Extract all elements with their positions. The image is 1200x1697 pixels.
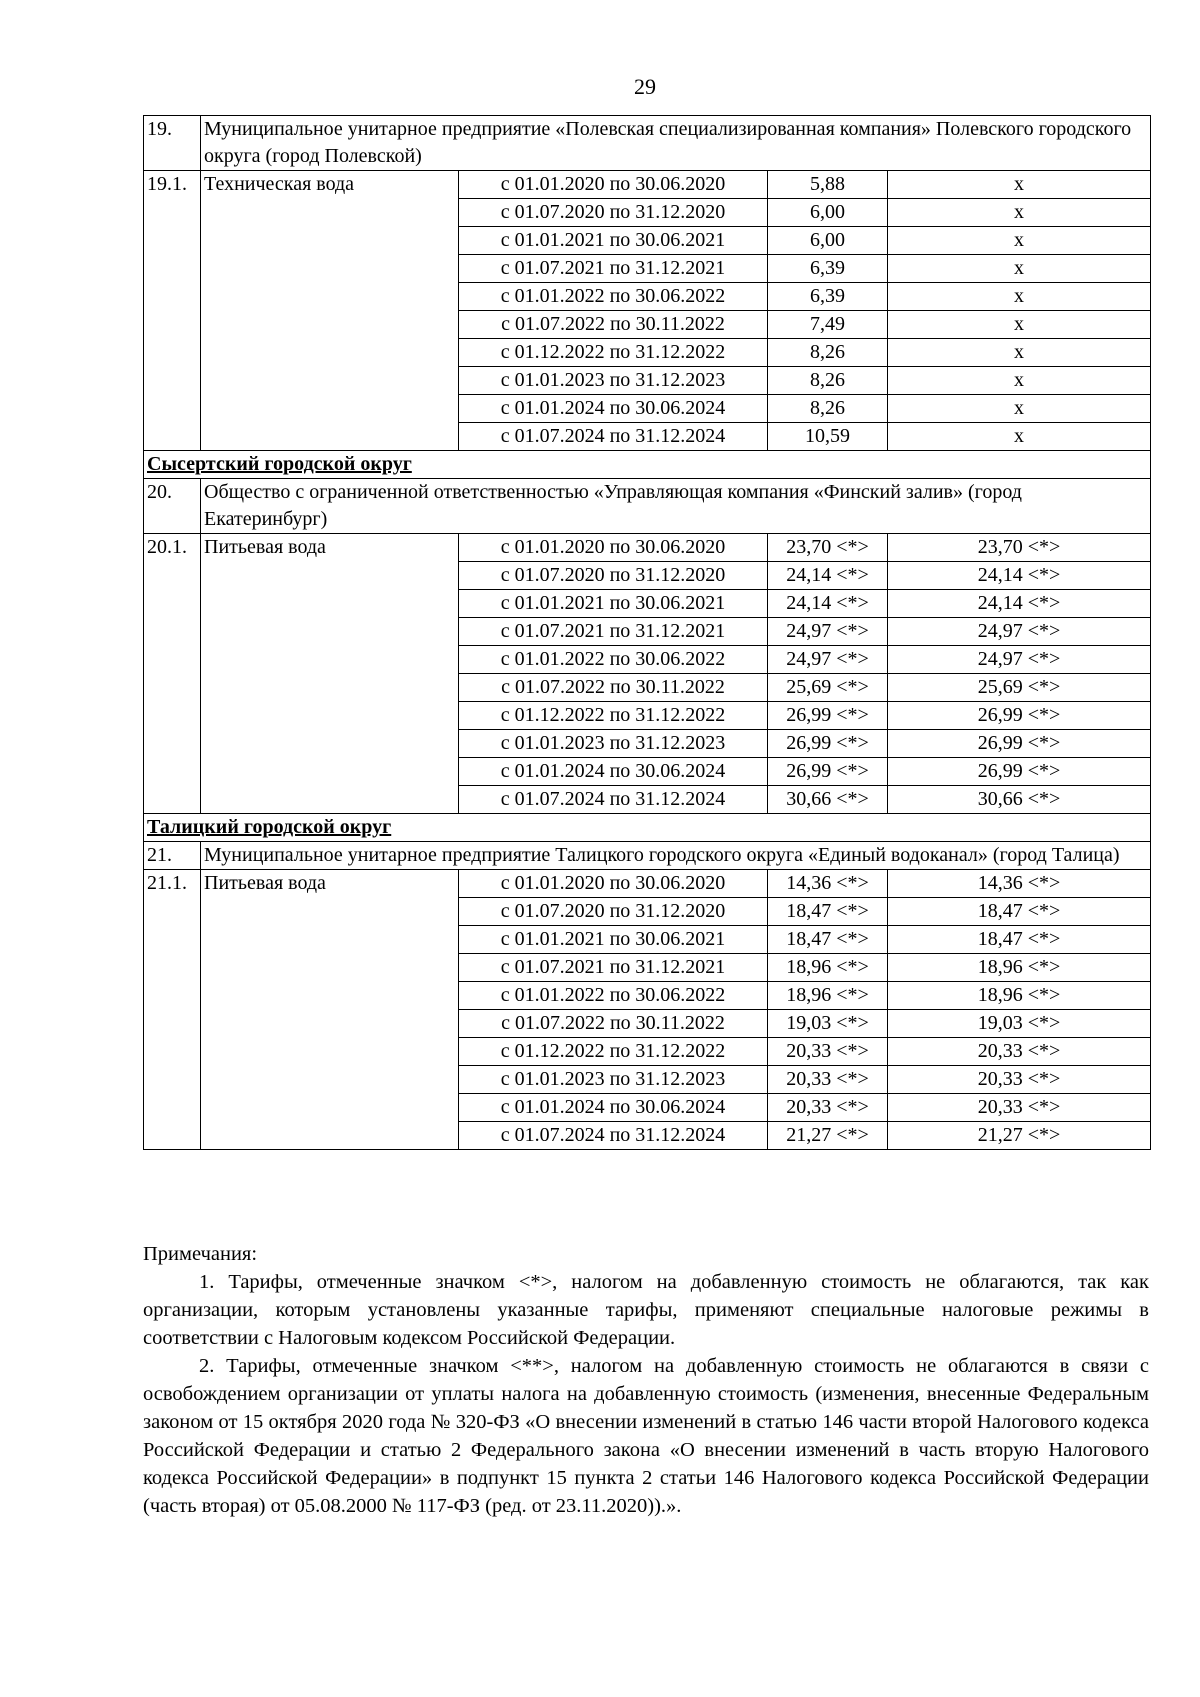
tariff-period: с 01.07.2022 по 30.11.2022	[459, 311, 768, 339]
tariff-value-1: 18,47 <*>	[768, 898, 888, 926]
tariff-row	[144, 171, 1151, 199]
tariff-value-2: 24,97 <*>	[888, 646, 1151, 674]
tariff-value-1: 24,14 <*>	[768, 562, 888, 590]
organization-row	[144, 116, 1151, 171]
organization-name: Муниципальное унитарное предприятие «Полевская специализированная компания» Полевского городского округа (город Полевской)	[201, 116, 1151, 171]
tariff-value-1: 6,39	[768, 255, 888, 283]
tariff-value-2: х	[888, 339, 1151, 367]
tariff-period: с 01.01.2022 по 30.06.2022	[459, 283, 768, 311]
tariff-value-1: 8,26	[768, 395, 888, 423]
tariff-period: с 01.01.2021 по 30.06.2021	[459, 590, 768, 618]
tariff-value-1: 7,49	[768, 311, 888, 339]
note-1: 1. Тарифы, отмеченные значком <*>, налогом на добавленную стоимость не облагаются, так как организации, которым установлены указанные тарифы, применяют специальные налоговые режимы в соответствии с Налоговым кодексом Российской Федерации.	[143, 1271, 1149, 1349]
tariff-value-2: 26,99 <*>	[888, 702, 1151, 730]
tariff-period: с 01.12.2022 по 31.12.2022	[459, 702, 768, 730]
tariff-period: с 01.01.2022 по 30.06.2022	[459, 982, 768, 1010]
tariff-value-1: 21,27 <*>	[768, 1122, 888, 1150]
tariff-value-1: 25,69 <*>	[768, 674, 888, 702]
tariff-row	[144, 870, 1151, 898]
tariff-value-1: 20,33 <*>	[768, 1094, 888, 1122]
tariff-period: с 01.12.2022 по 31.12.2022	[459, 1038, 768, 1066]
tariff-value-2: 21,27 <*>	[888, 1122, 1151, 1150]
tariff-value-1: 6,00	[768, 199, 888, 227]
tariff-value-2: 18,47 <*>	[888, 926, 1151, 954]
tariff-value-2: х	[888, 199, 1151, 227]
tariff-value-2: 20,33 <*>	[888, 1066, 1151, 1094]
tariff-value-2: 23,70 <*>	[888, 534, 1151, 562]
tariff-period: с 01.01.2024 по 30.06.2024	[459, 758, 768, 786]
tariff-value-1: 14,36 <*>	[768, 870, 888, 898]
tariff-value-1: 30,66 <*>	[768, 786, 888, 814]
tariff-period: с 01.12.2022 по 31.12.2022	[459, 339, 768, 367]
tariff-period: с 01.07.2024 по 31.12.2024	[459, 786, 768, 814]
tariff-period: с 01.01.2020 по 30.06.2020	[459, 171, 768, 199]
district-name: Сысертский городской округ	[144, 451, 1151, 479]
tariff-value-2: 24,97 <*>	[888, 618, 1151, 646]
tariff-period: с 01.07.2020 по 31.12.2020	[459, 562, 768, 590]
tariff-value-1: 24,14 <*>	[768, 590, 888, 618]
tariff-period: с 01.07.2024 по 31.12.2024	[459, 1122, 768, 1150]
tariff-period: с 01.01.2021 по 30.06.2021	[459, 227, 768, 255]
tariff-value-2: х	[888, 395, 1151, 423]
tariff-period: с 01.01.2024 по 30.06.2024	[459, 395, 768, 423]
tariff-value-2: 24,14 <*>	[888, 562, 1151, 590]
tariff-period: с 01.01.2020 по 30.06.2020	[459, 534, 768, 562]
tariff-value-1: 26,99 <*>	[768, 702, 888, 730]
tariff-value-1: 5,88	[768, 171, 888, 199]
tariff-period: с 01.01.2022 по 30.06.2022	[459, 646, 768, 674]
organization-number: 19.	[144, 116, 201, 171]
notes-section	[143, 1240, 1149, 1520]
item-number: 19.1.	[144, 171, 201, 451]
tariff-value-1: 8,26	[768, 367, 888, 395]
item-number: 21.1.	[144, 870, 201, 1150]
tariff-value-2: х	[888, 283, 1151, 311]
tariff-period: с 01.07.2022 по 30.11.2022	[459, 674, 768, 702]
tariff-value-1: 10,59	[768, 423, 888, 451]
tariff-value-1: 6,39	[768, 283, 888, 311]
tariff-value-2: 26,99 <*>	[888, 758, 1151, 786]
tariff-period: с 01.07.2022 по 30.11.2022	[459, 1010, 768, 1038]
tariff-value-2: 30,66 <*>	[888, 786, 1151, 814]
tariff-value-2: 18,96 <*>	[888, 982, 1151, 1010]
item-name: Питьевая вода	[201, 870, 459, 1150]
tariff-value-2: 20,33 <*>	[888, 1038, 1151, 1066]
tariff-value-1: 8,26	[768, 339, 888, 367]
tariff-value-2: 18,96 <*>	[888, 954, 1151, 982]
tariff-value-1: 23,70 <*>	[768, 534, 888, 562]
tariff-value-1: 24,97 <*>	[768, 646, 888, 674]
tariff-period: с 01.01.2020 по 30.06.2020	[459, 870, 768, 898]
tariff-value-1: 20,33 <*>	[768, 1066, 888, 1094]
tariff-value-2: х	[888, 423, 1151, 451]
tariff-value-1: 26,99 <*>	[768, 758, 888, 786]
tariff-value-1: 26,99 <*>	[768, 730, 888, 758]
tariff-period: с 01.07.2021 по 31.12.2021	[459, 618, 768, 646]
page-number: 29	[634, 74, 656, 99]
tariff-value-2: х	[888, 171, 1151, 199]
district-row	[144, 451, 1151, 479]
tariff-value-2: х	[888, 255, 1151, 283]
tariff-value-1: 20,33 <*>	[768, 1038, 888, 1066]
tariff-period: с 01.07.2020 по 31.12.2020	[459, 898, 768, 926]
tariff-period: с 01.07.2021 по 31.12.2021	[459, 954, 768, 982]
tariff-period: с 01.01.2021 по 30.06.2021	[459, 926, 768, 954]
tariff-period: с 01.07.2021 по 31.12.2021	[459, 255, 768, 283]
tariff-table	[143, 115, 1151, 1150]
tariff-period: с 01.01.2023 по 31.12.2023	[459, 367, 768, 395]
tariff-value-1: 18,96 <*>	[768, 982, 888, 1010]
tariff-value-2: х	[888, 367, 1151, 395]
tariff-value-1: 24,97 <*>	[768, 618, 888, 646]
tariff-row	[144, 534, 1151, 562]
tariff-value-2: 18,47 <*>	[888, 898, 1151, 926]
organization-number: 20.	[144, 479, 201, 534]
tariff-value-2: 26,99 <*>	[888, 730, 1151, 758]
organization-row	[144, 842, 1151, 870]
tariff-value-1: 18,47 <*>	[768, 926, 888, 954]
item-name: Питьевая вода	[201, 534, 459, 814]
organization-row	[144, 479, 1151, 534]
tariff-value-1: 6,00	[768, 227, 888, 255]
organization-name: Муниципальное унитарное предприятие Талицкого городского округа «Единый водоканал» (город Талица)	[201, 842, 1151, 870]
tariff-value-1: 18,96 <*>	[768, 954, 888, 982]
tariff-period: с 01.01.2023 по 31.12.2023	[459, 1066, 768, 1094]
tariff-value-2: 19,03 <*>	[888, 1010, 1151, 1038]
note-2: 2. Тарифы, отмеченные значком <**>, налогом на добавленную стоимость не облагаются в связи с освобождением организации от уплаты налога на добавленную стоимость (изменения, внесенные Федеральным законом от 15 октября 2020 года № 320-ФЗ «О внесении изменений в статью 146 части второй Налогового кодекса Российской Федерации и статью 2 Федерального закона «О внесении изменений в часть вторую Налогового кодекса Российской Федерации» в подпункт 15 пункта 2 статьи 146 Налогового кодекса Российской Федерации (часть вторая) от 05.08.2000 № 117-ФЗ (ред. от 23.11.2020)).».	[143, 1355, 1149, 1517]
item-number: 20.1.	[144, 534, 201, 814]
organization-name: Общество с ограниченной ответственностью «Управляющая компания «Финский залив» (город Екатеринбург)	[201, 479, 1151, 534]
tariff-period: с 01.01.2023 по 31.12.2023	[459, 730, 768, 758]
tariff-period: с 01.01.2024 по 30.06.2024	[459, 1094, 768, 1122]
tariff-value-2: 25,69 <*>	[888, 674, 1151, 702]
tariff-value-2: 24,14 <*>	[888, 590, 1151, 618]
district-row	[144, 814, 1151, 842]
tariff-period: с 01.07.2024 по 31.12.2024	[459, 423, 768, 451]
tariff-value-1: 19,03 <*>	[768, 1010, 888, 1038]
tariff-value-2: х	[888, 311, 1151, 339]
tariff-value-2: 20,33 <*>	[888, 1094, 1151, 1122]
tariff-period: с 01.07.2020 по 31.12.2020	[459, 199, 768, 227]
notes-heading: Примечания:	[143, 1243, 258, 1265]
organization-number: 21.	[144, 842, 201, 870]
tariff-value-2: 14,36 <*>	[888, 870, 1151, 898]
tariff-value-2: х	[888, 227, 1151, 255]
district-name: Талицкий городской округ	[144, 814, 1151, 842]
item-name: Техническая вода	[201, 171, 459, 451]
